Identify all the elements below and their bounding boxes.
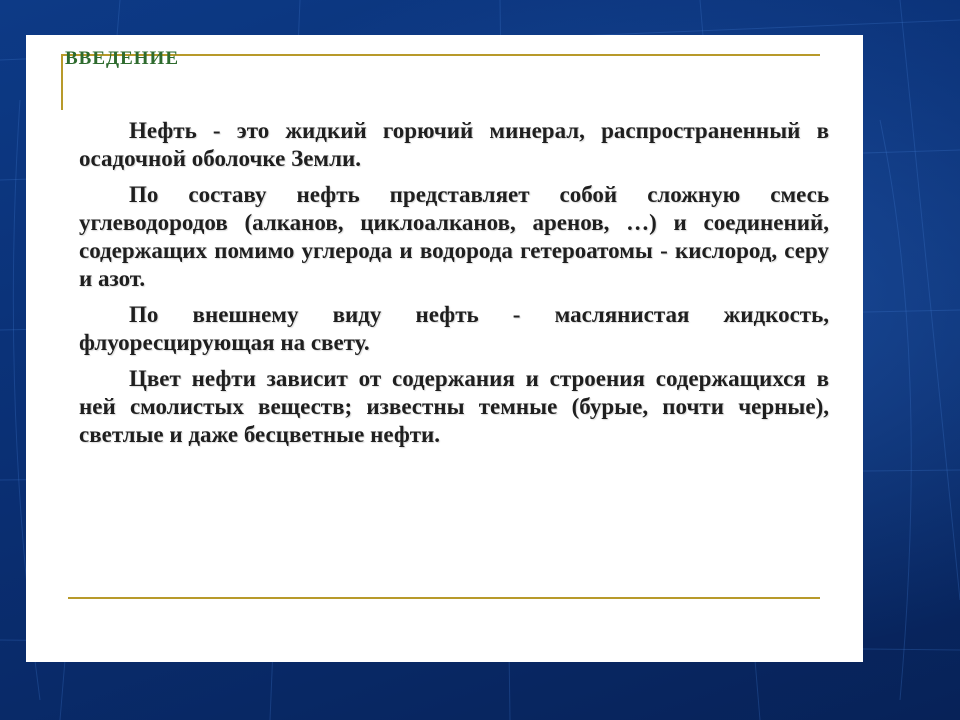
slide-card xyxy=(26,35,863,662)
paragraph-composition: По составу нефть представляет собой сложную смесь углеводородов (алканов, циклоалканов, аренов, …) и соединений, содержащих помимо углерода и водорода гетероатомы - кислород, серу и азот. xyxy=(79,182,829,291)
paragraph-definition: Нефть - это жидкий горючий минерал, распространенный в осадочной оболочке Земли. xyxy=(79,118,829,171)
slide-body xyxy=(79,117,829,457)
title-side-rule xyxy=(61,54,63,110)
paragraph-appearance: По внешнему виду нефть - маслянистая жидкость, флуоресцирующая на свету. xyxy=(79,302,829,355)
slide-title: ВВЕДЕНИЕ xyxy=(65,48,179,69)
bottom-rule xyxy=(68,597,820,599)
paragraph-color: Цвет нефти зависит от содержания и строения содержащихся в ней смолистых веществ; известны темные (бурые, почти черные), светлые и даже бесцветные нефти. xyxy=(79,366,829,447)
